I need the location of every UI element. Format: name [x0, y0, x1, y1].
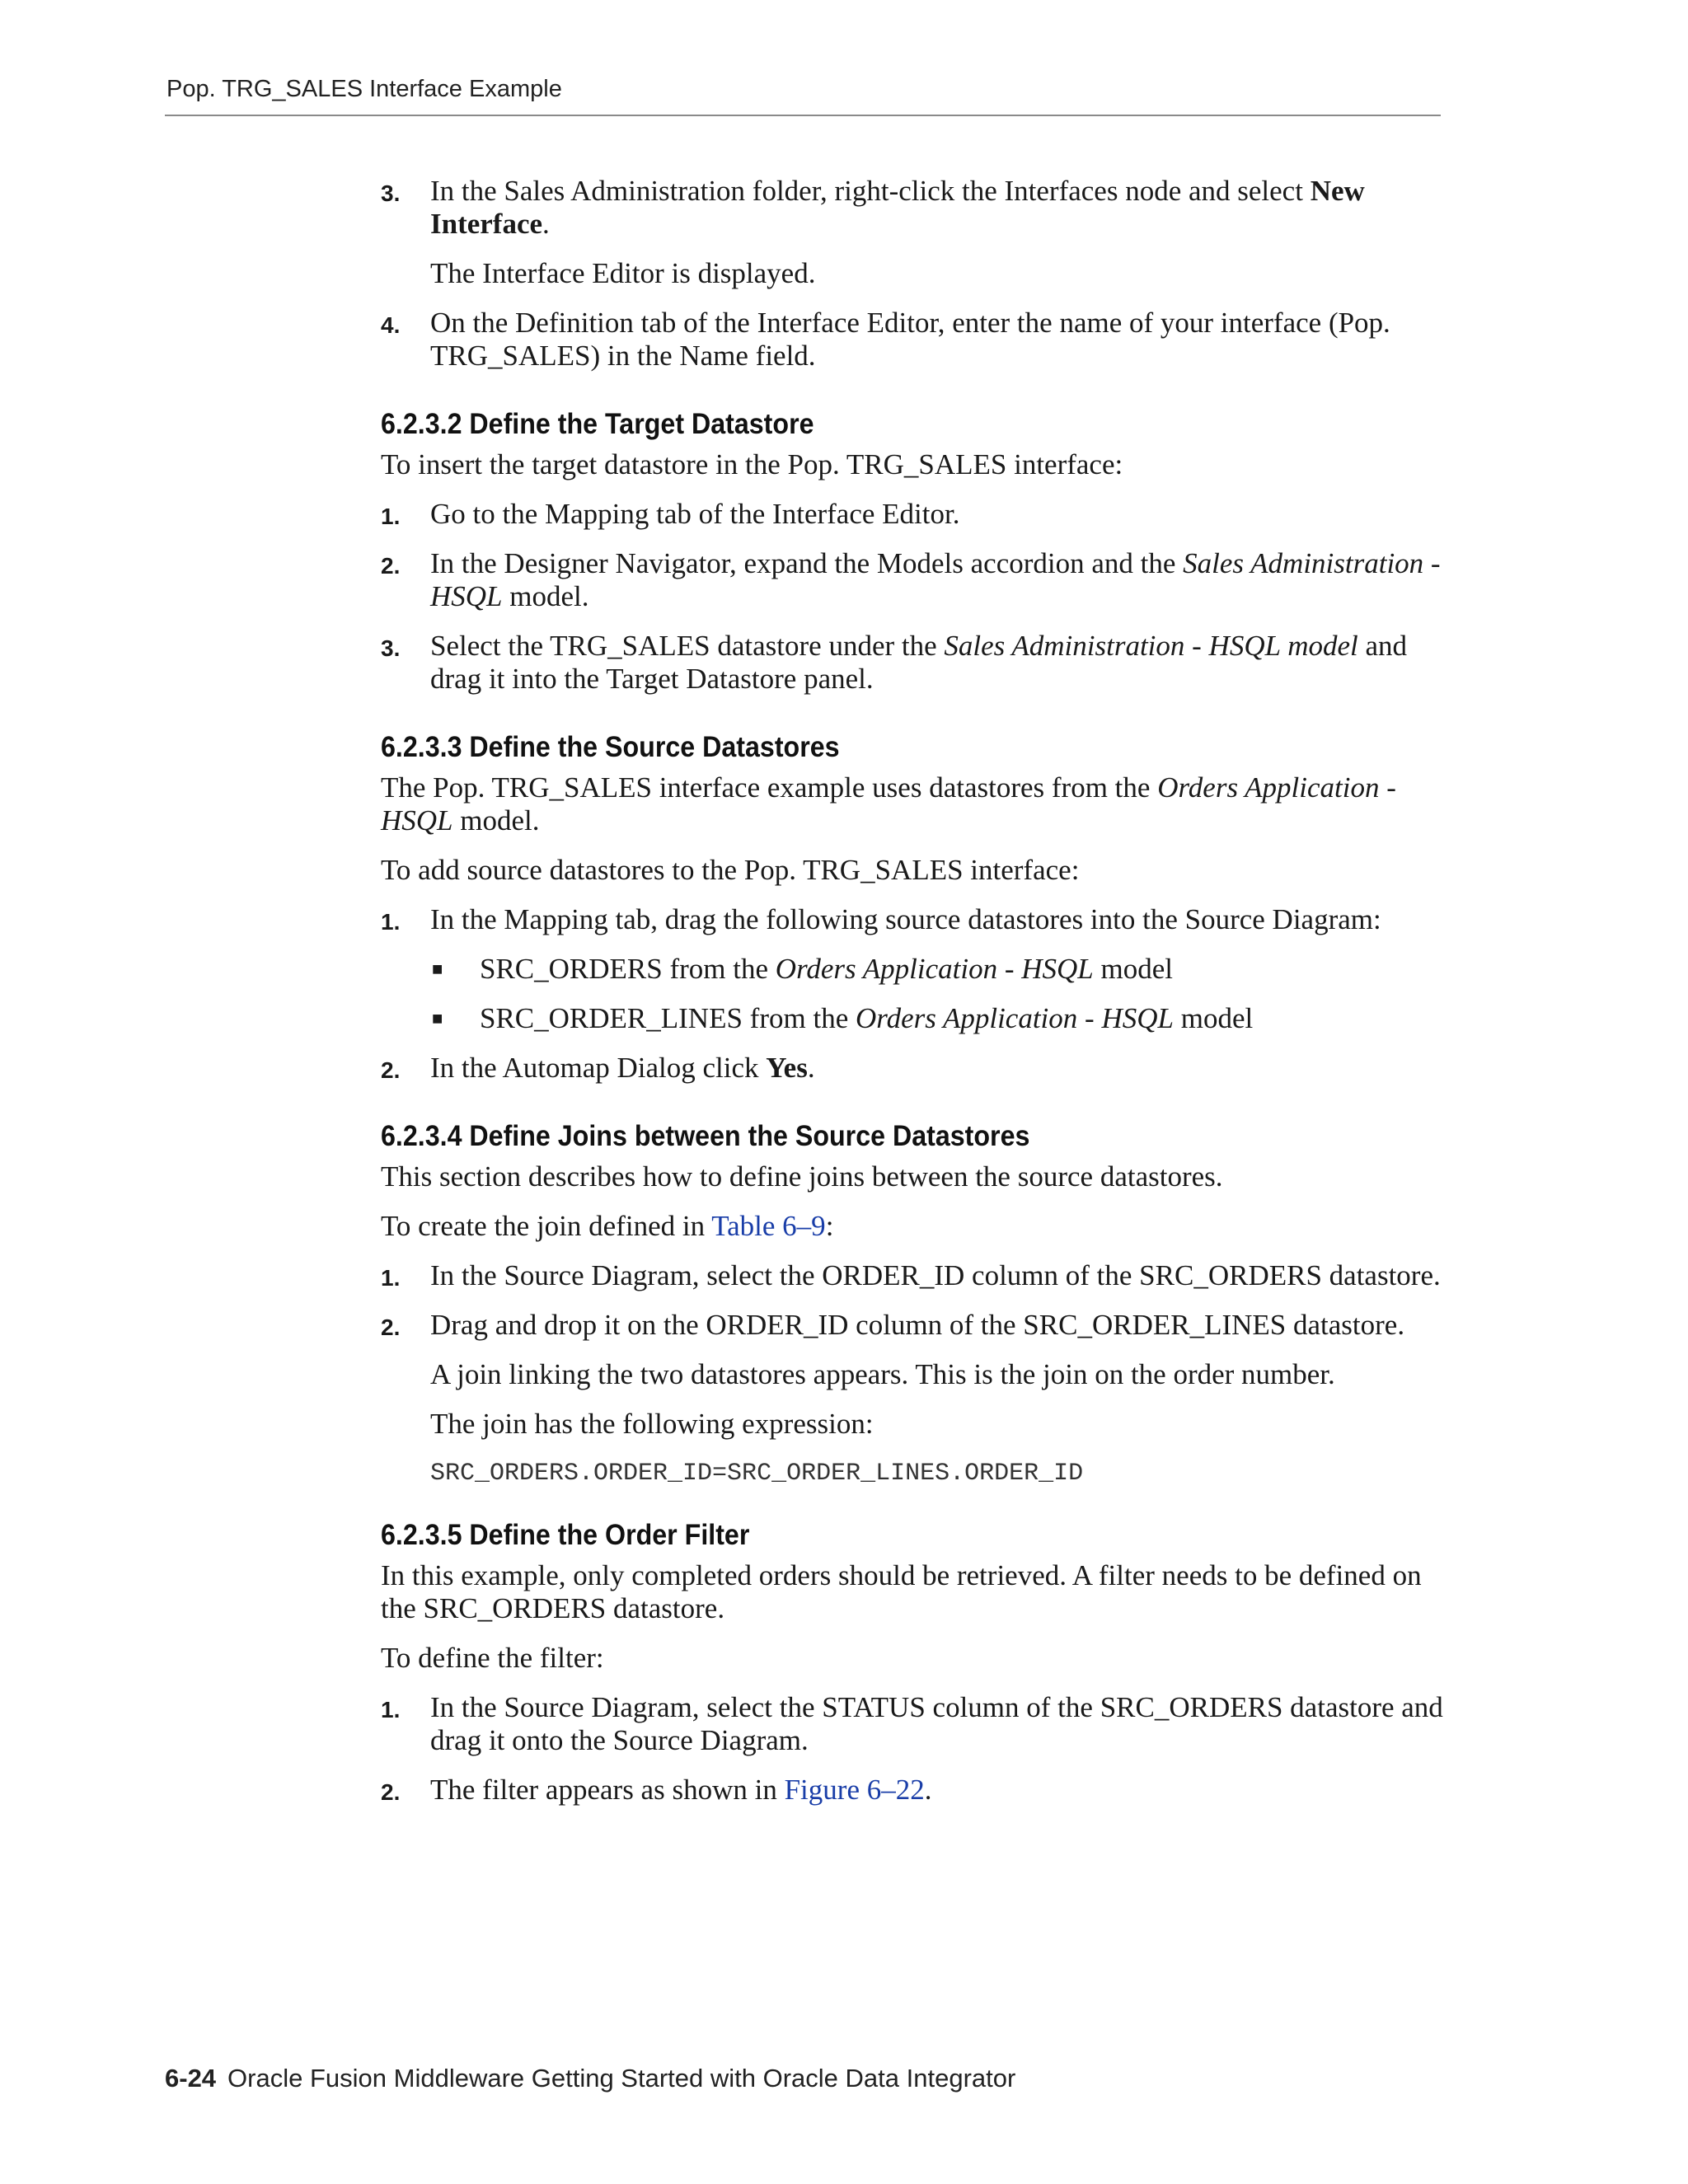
step-text-end: model. [502, 580, 589, 612]
step-punct: . [807, 1052, 815, 1084]
bullet-text-end: model [1093, 953, 1174, 985]
square-bullet-icon: ■ [432, 1008, 443, 1029]
step-punct: . [924, 1774, 932, 1806]
paragraph-text-end: model. [452, 804, 540, 837]
step-italic-text: Sales Administration - HSQL [430, 547, 1441, 612]
square-bullet-icon: ■ [432, 958, 443, 979]
join-expression-code: SRC_ORDERS.ORDER_ID=SRC_ORDER_LINES.ORDER_ID [430, 1460, 1084, 1488]
page-number: 6-24 [165, 2064, 217, 2093]
section-heading-source-datastores: 6.2.3.3 Define the Source Datastores [381, 731, 840, 763]
bullet-text: SRC_ORDERS from the [480, 953, 776, 985]
step-text: Drag and drop it on the ORDER_ID column of the SRC_ORDER_LINES datastore. [430, 1309, 1405, 1341]
step-italic-text: Sales Administration - HSQL model [944, 630, 1358, 662]
paragraph: In this example, only completed orders should be retrieved. A filter needs to be defined on the SRC_ORDERS datastore. [381, 1559, 1422, 1624]
step-number: 1. [381, 1697, 401, 1722]
step-number: 1. [381, 909, 401, 935]
step-2-expand-models [381, 547, 1444, 613]
section-heading-joins: 6.2.3.4 Define Joins between the Source Datastores [381, 1120, 1030, 1152]
step-note: The join has the following expression: [430, 1408, 874, 1440]
step-text-end: and drag it into the Target Datastore panel. [430, 630, 1408, 695]
paragraph [381, 771, 1444, 837]
step-text: In the Source Diagram, select the STATUS column of the SRC_ORDERS datastore and drag it onto the Source Diagram. [430, 1691, 1443, 1756]
bullet-src-orders [381, 953, 1444, 986]
step-bold-text: Yes [766, 1052, 808, 1084]
bullet-text-end: model [1173, 1002, 1254, 1034]
section-heading-target-datastore: 6.2.3.2 Define the Target Datastore [381, 408, 814, 440]
step-text: On the Definition tab of the Interface Editor, enter the name of your interface (Pop. TRG_SALES) in the Name field. [430, 307, 1390, 372]
header-rule [165, 115, 1441, 116]
step-punct: . [542, 208, 550, 240]
paragraph-punct: : [825, 1210, 834, 1242]
step-1-drag-sources [381, 903, 1444, 936]
paragraph-text: To create the join defined in [381, 1210, 712, 1242]
section-heading-order-filter: 6.2.3.5 Define the Order Filter [381, 1519, 750, 1551]
step-number: 2. [381, 1779, 401, 1805]
step-text: Go to the Mapping tab of the Interface Editor. [430, 498, 960, 530]
step-text: In the Mapping tab, drag the following source datastores into the Source Diagram: [430, 903, 1381, 935]
step-1-select-order-id [381, 1259, 1444, 1292]
bullet-src-order-lines [381, 1002, 1444, 1035]
paragraph: This section describes how to define joins between the source datastores. [381, 1160, 1223, 1193]
paragraph-italic-text: Orders Application - HSQL [381, 771, 1396, 837]
table-6-9-link[interactable]: Table 6–9 [711, 1210, 826, 1242]
figure-6-22-link[interactable]: Figure 6–22 [784, 1774, 925, 1806]
page-footer [165, 2064, 1015, 2093]
step-text: Select the TRG_SALES datastore under the [430, 630, 945, 662]
step-2-automap [381, 1052, 1444, 1085]
bullet-text: SRC_ORDER_LINES from the [480, 1002, 856, 1034]
paragraph-text: The Pop. TRG_SALES interface example uses datastores from the [381, 771, 1158, 804]
step-number: 3. [381, 180, 401, 206]
step-1-mapping-tab [381, 498, 1444, 531]
step-3-select-trg-sales [381, 630, 1444, 696]
step-text: In the Source Diagram, select the ORDER_ID column of the SRC_ORDERS datastore. [430, 1259, 1441, 1291]
step-text: In the Automap Dialog click [430, 1052, 767, 1084]
paragraph [381, 1210, 1444, 1243]
step-note: The Interface Editor is displayed. [430, 257, 816, 289]
step-number: 3. [381, 635, 401, 661]
step-1-select-status [381, 1691, 1444, 1757]
step-text: The filter appears as shown in [430, 1774, 785, 1806]
bullet-italic-text: Orders Application - HSQL [775, 953, 1094, 985]
running-header: Pop. TRG_SALES Interface Example [166, 76, 562, 102]
step-number: 2. [381, 1315, 401, 1340]
step-4-name-field [381, 307, 1444, 373]
step-number: 4. [381, 312, 401, 338]
step-number: 2. [381, 553, 401, 579]
page-content [381, 175, 1444, 1823]
paragraph: To define the filter: [381, 1642, 604, 1674]
step-note: A join linking the two datastores appears. This is the join on the order number. [430, 1358, 1335, 1390]
step-number: 1. [381, 1265, 401, 1291]
step-3-new-interface [381, 175, 1444, 241]
step-text: In the Designer Navigator, expand the Models accordion and the [430, 547, 1184, 579]
step-text: In the Sales Administration folder, right-click the Interfaces node and select [430, 175, 1311, 207]
bullet-italic-text: Orders Application - HSQL [855, 1002, 1174, 1034]
paragraph: To insert the target datastore in the Pop. TRG_SALES interface: [381, 448, 1123, 480]
paragraph: To add source datastores to the Pop. TRG_SALES interface: [381, 854, 1080, 886]
step-number: 1. [381, 504, 401, 529]
book-title: Oracle Fusion Middleware Getting Started with Oracle Data Integrator [227, 2064, 1016, 2093]
step-number: 2. [381, 1057, 401, 1083]
step-bold-text: New Interface [430, 175, 1365, 240]
step-2-drag-drop [381, 1309, 1444, 1342]
step-2-filter-appears [381, 1774, 1444, 1807]
